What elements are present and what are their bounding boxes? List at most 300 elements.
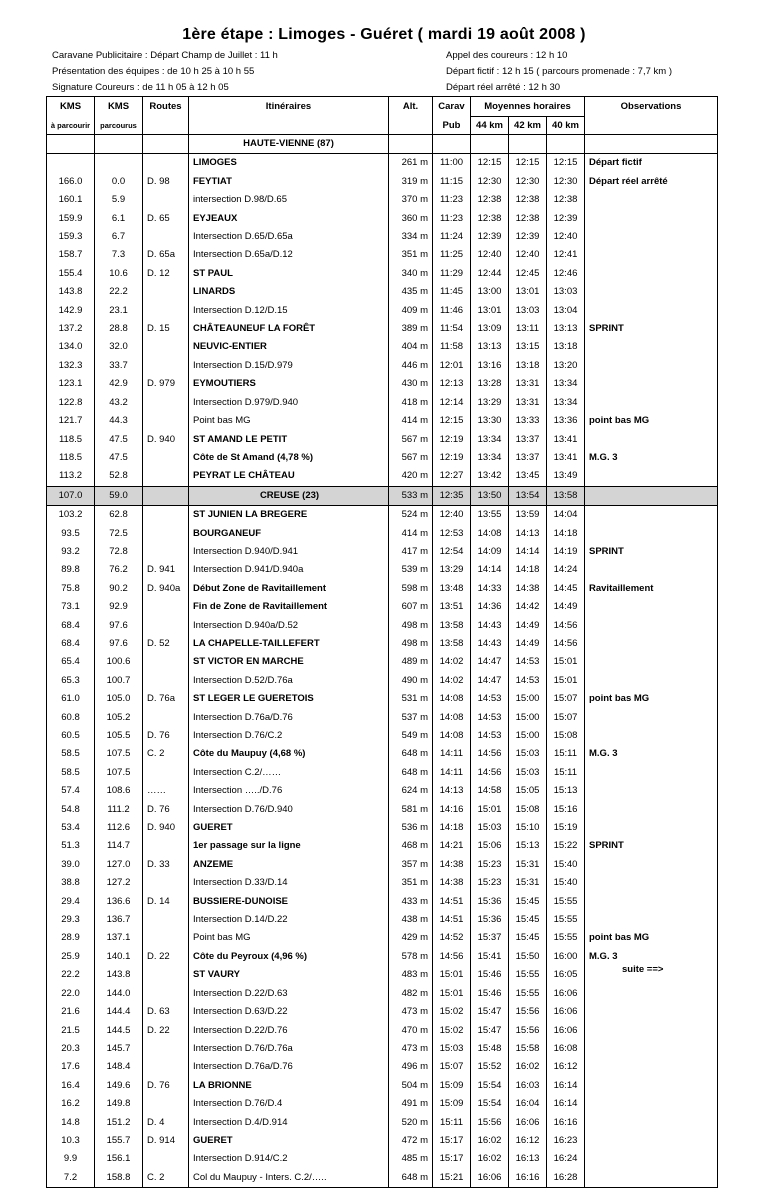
caravane-time: 11:23 (433, 210, 471, 228)
header-routes: Routes (143, 97, 189, 117)
time-40: 14:19 (547, 543, 585, 561)
time-44: 14:36 (471, 598, 509, 616)
altitude: 470 m (389, 1022, 433, 1040)
route (143, 154, 189, 173)
observation (585, 617, 718, 635)
km-remaining: 61.0 (47, 690, 95, 708)
itinerary: LA BRIONNE (189, 1077, 389, 1095)
caravane-time: 12:53 (433, 525, 471, 543)
time-40: 12:15 (547, 154, 585, 173)
km-done: 155.7 (95, 1132, 143, 1150)
route (143, 394, 189, 412)
time-40: 15:13 (547, 782, 585, 800)
altitude: 351 m (389, 874, 433, 892)
caravane-time: 14:21 (433, 837, 471, 855)
km-done: 92.9 (95, 598, 143, 616)
caravane-time: 15:02 (433, 1003, 471, 1021)
info-signature: Signature Coureurs : de 11 h 05 à 12 h 05 (52, 82, 229, 93)
km-remaining: 51.3 (47, 837, 95, 855)
time-42: 15:45 (509, 911, 547, 929)
time-44: 13:30 (471, 412, 509, 430)
header-kms-remaining: KMS (47, 97, 95, 117)
table-row (47, 929, 718, 947)
time-40: 13:13 (547, 320, 585, 338)
itinerary: Intersection D.14/D.22 (189, 911, 389, 929)
time-42: 12:15 (509, 154, 547, 173)
altitude: 261 m (389, 154, 433, 173)
time-42: 13:54 (509, 486, 547, 505)
itinerary: ST AMAND LE PETIT (189, 431, 389, 449)
table-row (47, 543, 718, 561)
caravane-time: 14:11 (433, 745, 471, 763)
table-row (47, 320, 718, 338)
time-44: 14:56 (471, 764, 509, 782)
time-44: 12:30 (471, 173, 509, 191)
caravane-time: 12:27 (433, 467, 471, 486)
time-42: 15:56 (509, 1003, 547, 1021)
itinerary: Intersection D.33/D.14 (189, 874, 389, 892)
time-42: 16:02 (509, 1058, 547, 1076)
km-done: 105.2 (95, 709, 143, 727)
time-44: 15:47 (471, 1022, 509, 1040)
time-44: 13:13 (471, 338, 509, 356)
itinerary: Intersection …../D.76 (189, 782, 389, 800)
km-remaining: 58.5 (47, 764, 95, 782)
table-row (47, 580, 718, 598)
time-44: 15:47 (471, 1003, 509, 1021)
time-44: 12:40 (471, 246, 509, 264)
altitude: 498 m (389, 635, 433, 653)
time-44: 12:39 (471, 228, 509, 246)
header-parcourus: parcourus (95, 117, 143, 135)
time-42: 13:31 (509, 394, 547, 412)
observation (585, 191, 718, 209)
km-done: 100.7 (95, 672, 143, 690)
itinerary: Côte de St Amand (4,78 %) (189, 449, 389, 467)
altitude: 531 m (389, 690, 433, 708)
time-40: 15:55 (547, 929, 585, 947)
observation (585, 856, 718, 874)
altitude: 498 m (389, 617, 433, 635)
route (143, 764, 189, 782)
section-row-creuse (47, 486, 718, 505)
km-done: 33.7 (95, 357, 143, 375)
altitude: 496 m (389, 1058, 433, 1076)
time-40: 12:39 (547, 210, 585, 228)
time-40: 15:55 (547, 911, 585, 929)
table-row (47, 764, 718, 782)
time-44: 14:47 (471, 653, 509, 671)
time-40: 12:41 (547, 246, 585, 264)
itinerary: Point bas MG (189, 412, 389, 430)
time-44: 15:36 (471, 911, 509, 929)
observation (585, 357, 718, 375)
time-44: 14:58 (471, 782, 509, 800)
observation: Départ réel arrêté (585, 173, 718, 191)
itinerary: Intersection D.12/D.15 (189, 302, 389, 320)
time-40: 13:03 (547, 283, 585, 301)
route: D. 33 (143, 856, 189, 874)
time-40: 14:45 (547, 580, 585, 598)
caravane-time: 12:13 (433, 375, 471, 393)
itinerary: Intersection D.941/D.940a (189, 561, 389, 579)
altitude: 482 m (389, 985, 433, 1003)
time-44: 15:52 (471, 1058, 509, 1076)
time-40: 15:22 (547, 837, 585, 855)
time-40: 15:01 (547, 672, 585, 690)
km-remaining: 113.2 (47, 467, 95, 486)
time-44: 13:34 (471, 449, 509, 467)
time-40: 16:14 (547, 1095, 585, 1113)
caravane-time: 11:15 (433, 173, 471, 191)
time-42: 14:49 (509, 617, 547, 635)
time-44: 12:38 (471, 191, 509, 209)
time-42: 15:05 (509, 782, 547, 800)
time-44: 14:09 (471, 543, 509, 561)
table-row (47, 228, 718, 246)
time-44: 15:23 (471, 874, 509, 892)
time-40: 15:11 (547, 764, 585, 782)
observation: SPRINT (585, 837, 718, 855)
observation (585, 1003, 718, 1021)
itinerary: EYJEAUX (189, 210, 389, 228)
km-remaining: 93.2 (47, 543, 95, 561)
time-40: 15:07 (547, 709, 585, 727)
time-44: 15:46 (471, 966, 509, 984)
km-done: 47.5 (95, 449, 143, 467)
km-remaining: 123.1 (47, 375, 95, 393)
time-42: 13:18 (509, 357, 547, 375)
km-remaining: 17.6 (47, 1058, 95, 1076)
observation (585, 1022, 718, 1040)
time-40: 15:08 (547, 727, 585, 745)
time-42: 12:38 (509, 210, 547, 228)
time-42: 15:55 (509, 985, 547, 1003)
observation: SPRINT (585, 320, 718, 338)
observation (585, 283, 718, 301)
itinerary: ST VAURY (189, 966, 389, 984)
km-done: 42.9 (95, 375, 143, 393)
caravane-time: 15:17 (433, 1132, 471, 1150)
observation (585, 598, 718, 616)
km-done: 108.6 (95, 782, 143, 800)
time-44: 12:38 (471, 210, 509, 228)
km-done: 62.8 (95, 506, 143, 525)
caravane-time: 14:52 (433, 929, 471, 947)
info-caravane: Caravane Publicitaire : Départ Champ de Juillet : 11 h (52, 50, 278, 61)
caravane-time: 14:11 (433, 764, 471, 782)
itinerary: LIMOGES (189, 154, 389, 173)
time-40: 16:00 (547, 948, 585, 966)
km-done: 59.0 (95, 486, 143, 505)
itinerary: Intersection D.22/D.76 (189, 1022, 389, 1040)
table-row (47, 246, 718, 264)
caravane-time: 14:02 (433, 672, 471, 690)
table-row (47, 1114, 718, 1132)
route: D. 65a (143, 246, 189, 264)
km-remaining: 159.9 (47, 210, 95, 228)
time-44: 14:08 (471, 525, 509, 543)
time-40: 13:34 (547, 394, 585, 412)
km-done: 5.9 (95, 191, 143, 209)
altitude: 417 m (389, 543, 433, 561)
km-done: 32.0 (95, 338, 143, 356)
time-42: 15:08 (509, 801, 547, 819)
time-40: 14:49 (547, 598, 585, 616)
km-remaining: 107.0 (47, 486, 95, 505)
altitude: 607 m (389, 598, 433, 616)
table-row (47, 782, 718, 800)
time-42: 15:03 (509, 745, 547, 763)
observation (585, 635, 718, 653)
route: D. 979 (143, 375, 189, 393)
time-42: 13:37 (509, 449, 547, 467)
km-done: 0.0 (95, 173, 143, 191)
table-row (47, 598, 718, 616)
observation: Ravitaillement (585, 580, 718, 598)
time-40: 13:49 (547, 467, 585, 486)
observation (585, 782, 718, 800)
km-remaining: 93.5 (47, 525, 95, 543)
caravane-time: 11:58 (433, 338, 471, 356)
route (143, 1040, 189, 1058)
table-row (47, 561, 718, 579)
km-done: 144.4 (95, 1003, 143, 1021)
route (143, 486, 189, 505)
altitude: 319 m (389, 173, 433, 191)
time-42: 13:45 (509, 467, 547, 486)
table-row (47, 1003, 718, 1021)
km-remaining: 22.2 (47, 966, 95, 984)
km-done: 44.3 (95, 412, 143, 430)
km-done: 136.6 (95, 893, 143, 911)
time-44: 14:43 (471, 635, 509, 653)
time-44: 15:46 (471, 985, 509, 1003)
route: D. 22 (143, 1022, 189, 1040)
km-remaining: 53.4 (47, 819, 95, 837)
observation (585, 394, 718, 412)
time-40: 15:16 (547, 801, 585, 819)
altitude: 468 m (389, 837, 433, 855)
km-done: 149.8 (95, 1095, 143, 1113)
route (143, 1150, 189, 1168)
time-40: 15:07 (547, 690, 585, 708)
observation (585, 561, 718, 579)
table-row (47, 745, 718, 763)
altitude: 648 m (389, 1169, 433, 1188)
observation (585, 1150, 718, 1168)
route: D. 15 (143, 320, 189, 338)
table-body (47, 135, 718, 1188)
table-row (47, 375, 718, 393)
km-remaining: 137.2 (47, 320, 95, 338)
time-40: 13:34 (547, 375, 585, 393)
observation: M.G. 3 (585, 449, 718, 467)
time-42: 15:10 (509, 819, 547, 837)
caravane-time: 15:01 (433, 985, 471, 1003)
observation: point bas MG (585, 690, 718, 708)
route: D. 76 (143, 1077, 189, 1095)
table-row (47, 893, 718, 911)
observation: M.G. 3 (585, 745, 718, 763)
km-done (95, 154, 143, 173)
time-44: 13:55 (471, 506, 509, 525)
route (143, 228, 189, 246)
table-row (47, 837, 718, 855)
km-remaining: 160.1 (47, 191, 95, 209)
time-44: 15:06 (471, 837, 509, 855)
time-42: 15:58 (509, 1040, 547, 1058)
time-44: 13:42 (471, 467, 509, 486)
km-remaining: 22.0 (47, 985, 95, 1003)
km-done: 97.6 (95, 635, 143, 653)
time-42: 13:11 (509, 320, 547, 338)
caravane-time: 11:00 (433, 154, 471, 173)
itinerary: Intersection D.65/D.65a (189, 228, 389, 246)
caravane-time: 13:48 (433, 580, 471, 598)
table-row (47, 302, 718, 320)
time-42: 15:56 (509, 1022, 547, 1040)
table-row (47, 690, 718, 708)
caravane-time: 15:02 (433, 1022, 471, 1040)
km-remaining: 122.8 (47, 394, 95, 412)
time-40: 16:12 (547, 1058, 585, 1076)
route (143, 837, 189, 855)
table-row (47, 819, 718, 837)
time-42: 14:49 (509, 635, 547, 653)
table-row (47, 357, 718, 375)
km-remaining: 60.5 (47, 727, 95, 745)
time-44: 13:28 (471, 375, 509, 393)
km-done: 127.0 (95, 856, 143, 874)
time-42: 16:03 (509, 1077, 547, 1095)
route: D. 63 (143, 1003, 189, 1021)
caravane-time: 14:08 (433, 709, 471, 727)
time-42: 15:00 (509, 690, 547, 708)
altitude: 567 m (389, 431, 433, 449)
km-done: 111.2 (95, 801, 143, 819)
itinerary: EYMOUTIERS (189, 375, 389, 393)
route (143, 966, 189, 984)
km-done: 43.2 (95, 394, 143, 412)
km-remaining: 159.3 (47, 228, 95, 246)
time-44: 13:29 (471, 394, 509, 412)
altitude: 491 m (389, 1095, 433, 1113)
time-42: 15:45 (509, 893, 547, 911)
km-done: 149.6 (95, 1077, 143, 1095)
itinerary: LINARDS (189, 283, 389, 301)
route: D. 940a (143, 580, 189, 598)
km-remaining: 132.3 (47, 357, 95, 375)
itinerary: Intersection D.15/D.979 (189, 357, 389, 375)
table-row (47, 467, 718, 486)
info-depart-fictif: Départ fictif : 12 h 15 ( parcours promenade : 7,7 km ) (446, 66, 672, 77)
observation (585, 265, 718, 283)
time-40: 15:40 (547, 856, 585, 874)
route: D. 940 (143, 431, 189, 449)
table-row (47, 525, 718, 543)
itinerary: Intersection D.76a/D.76 (189, 1058, 389, 1076)
time-40: 13:58 (547, 486, 585, 505)
section-label: HAUTE-VIENNE (87) (189, 135, 389, 154)
time-42: 13:31 (509, 375, 547, 393)
altitude: 581 m (389, 801, 433, 819)
route (143, 357, 189, 375)
time-44: 14:53 (471, 709, 509, 727)
time-40: 16:06 (547, 985, 585, 1003)
table-header (47, 97, 718, 135)
time-40: 13:41 (547, 431, 585, 449)
observation: point bas MG (585, 929, 718, 947)
observation (585, 302, 718, 320)
itinerary: ST JUNIEN LA BREGERE (189, 506, 389, 525)
table-row (47, 874, 718, 892)
km-done: 148.4 (95, 1058, 143, 1076)
itinerary: Intersection D.65a/D.12 (189, 246, 389, 264)
time-40: 16:28 (547, 1169, 585, 1188)
altitude: 370 m (389, 191, 433, 209)
km-remaining: 142.9 (47, 302, 95, 320)
time-42: 15:31 (509, 874, 547, 892)
km-done: 112.6 (95, 819, 143, 837)
caravane-time: 15:11 (433, 1114, 471, 1132)
km-done: 76.2 (95, 561, 143, 579)
caravane-time: 12:01 (433, 357, 471, 375)
time-40: 13:41 (547, 449, 585, 467)
route: D. 76 (143, 801, 189, 819)
time-40: 14:24 (547, 561, 585, 579)
km-done: 127.2 (95, 874, 143, 892)
caravane-time: 14:51 (433, 911, 471, 929)
altitude: 504 m (389, 1077, 433, 1095)
itinerary: intersection D.98/D.65 (189, 191, 389, 209)
km-done: 107.5 (95, 745, 143, 763)
table-row (47, 191, 718, 209)
route (143, 283, 189, 301)
time-44: 14:53 (471, 727, 509, 745)
km-done: 156.1 (95, 1150, 143, 1168)
observation (585, 1095, 718, 1113)
table-row (47, 856, 718, 874)
table-row (47, 727, 718, 745)
time-44: 15:23 (471, 856, 509, 874)
time-42: 15:00 (509, 709, 547, 727)
altitude: 438 m (389, 911, 433, 929)
time-42: 12:39 (509, 228, 547, 246)
caravane-time: 12:35 (433, 486, 471, 505)
time-40: 16:24 (547, 1150, 585, 1168)
caravane-time: 14:08 (433, 690, 471, 708)
time-44: 14:33 (471, 580, 509, 598)
altitude: 648 m (389, 745, 433, 763)
altitude: 567 m (389, 449, 433, 467)
km-remaining: 60.8 (47, 709, 95, 727)
time-44: 13:34 (471, 431, 509, 449)
km-remaining: 143.8 (47, 283, 95, 301)
itinerary: BUSSIERE-DUNOISE (189, 893, 389, 911)
info-depart-reel: Départ réel arrêté : 12 h 30 (446, 82, 561, 93)
observation (585, 338, 718, 356)
table-row (47, 173, 718, 191)
km-remaining: 134.0 (47, 338, 95, 356)
time-44: 13:00 (471, 283, 509, 301)
observation (585, 764, 718, 782)
km-done: 90.2 (95, 580, 143, 598)
caravane-time: 14:18 (433, 819, 471, 837)
km-done: 23.1 (95, 302, 143, 320)
km-done: 72.5 (95, 525, 143, 543)
km-remaining: 28.9 (47, 929, 95, 947)
